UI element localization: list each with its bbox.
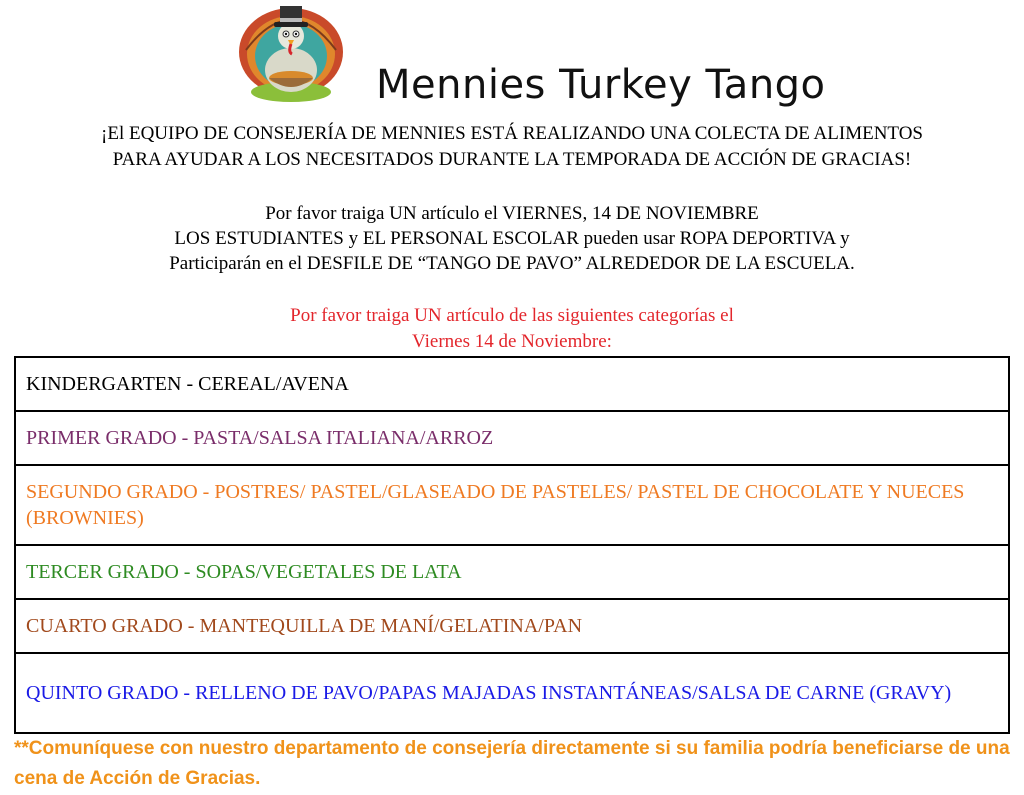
table-row: [15, 545, 1009, 599]
grade-cell-fourth: CUARTO GRADO - MANTEQUILLA DE MANÍ/GELATINA/PAN: [15, 599, 1009, 653]
intro-line-1: ¡El EQUIPO DE CONSEJERÍA DE MENNIES ESTÁ REALIZANDO UNA COLECTA DE ALIMENTOS: [101, 123, 923, 144]
grade-cell-first: PRIMER GRADO - PASTA/SALSA ITALIANA/ARROZ: [15, 411, 1009, 465]
table-row: [15, 357, 1009, 411]
table-row: [15, 599, 1009, 653]
table-row: [15, 653, 1009, 733]
details-line-3: Participarán en el DESFILE DE “TANGO DE PAVO” ALREDEDOR DE LA ESCUELA.: [169, 253, 855, 274]
footer-note: **Comuníquese con nuestro departamento de consejería directamente si su familia podría beneficiarse de una cena de Acción de Gracias.: [14, 738, 1010, 789]
grade-cell-kindergarten: KINDERGARTEN - CEREAL/AVENA: [15, 357, 1009, 411]
grade-cell-fifth: QUINTO GRADO - RELLENO DE PAVO/PAPAS MAJADAS INSTANTÁNEAS/SALSA DE CARNE (GRAVY): [15, 653, 1009, 733]
intro-line-2: PARA AYUDAR A LOS NECESITADOS DURANTE LA TEMPORADA DE ACCIÓN DE GRACIAS!: [112, 149, 912, 170]
grade-cell-third: TERCER GRADO - SOPAS/VEGETALES DE LATA: [15, 545, 1009, 599]
page-title: Mennies Turkey Tango: [376, 62, 826, 108]
table-row: [15, 465, 1009, 545]
table-row: [15, 411, 1009, 465]
request-line-1: Por favor traiga UN artículo de las siguientes categorías el: [290, 305, 734, 326]
details-line-2: LOS ESTUDIANTES y EL PERSONAL ESCOLAR pueden usar ROPA DEPORTIVA y: [174, 228, 850, 249]
grade-cell-second: SEGUNDO GRADO - POSTRES/ PASTEL/GLASEADO DE PASTELES/ PASTEL DE CHOCOLATE Y NUECES (BROWNIES): [15, 465, 1009, 545]
turkey-illustration: [236, 0, 346, 104]
details-line-1: Por favor traiga UN artículo el VIERNES, 14 DE NOVIEMBRE: [265, 203, 759, 224]
request-line-2: Viernes 14 de Noviembre:: [412, 331, 612, 352]
grade-categories-table: [14, 356, 1010, 734]
